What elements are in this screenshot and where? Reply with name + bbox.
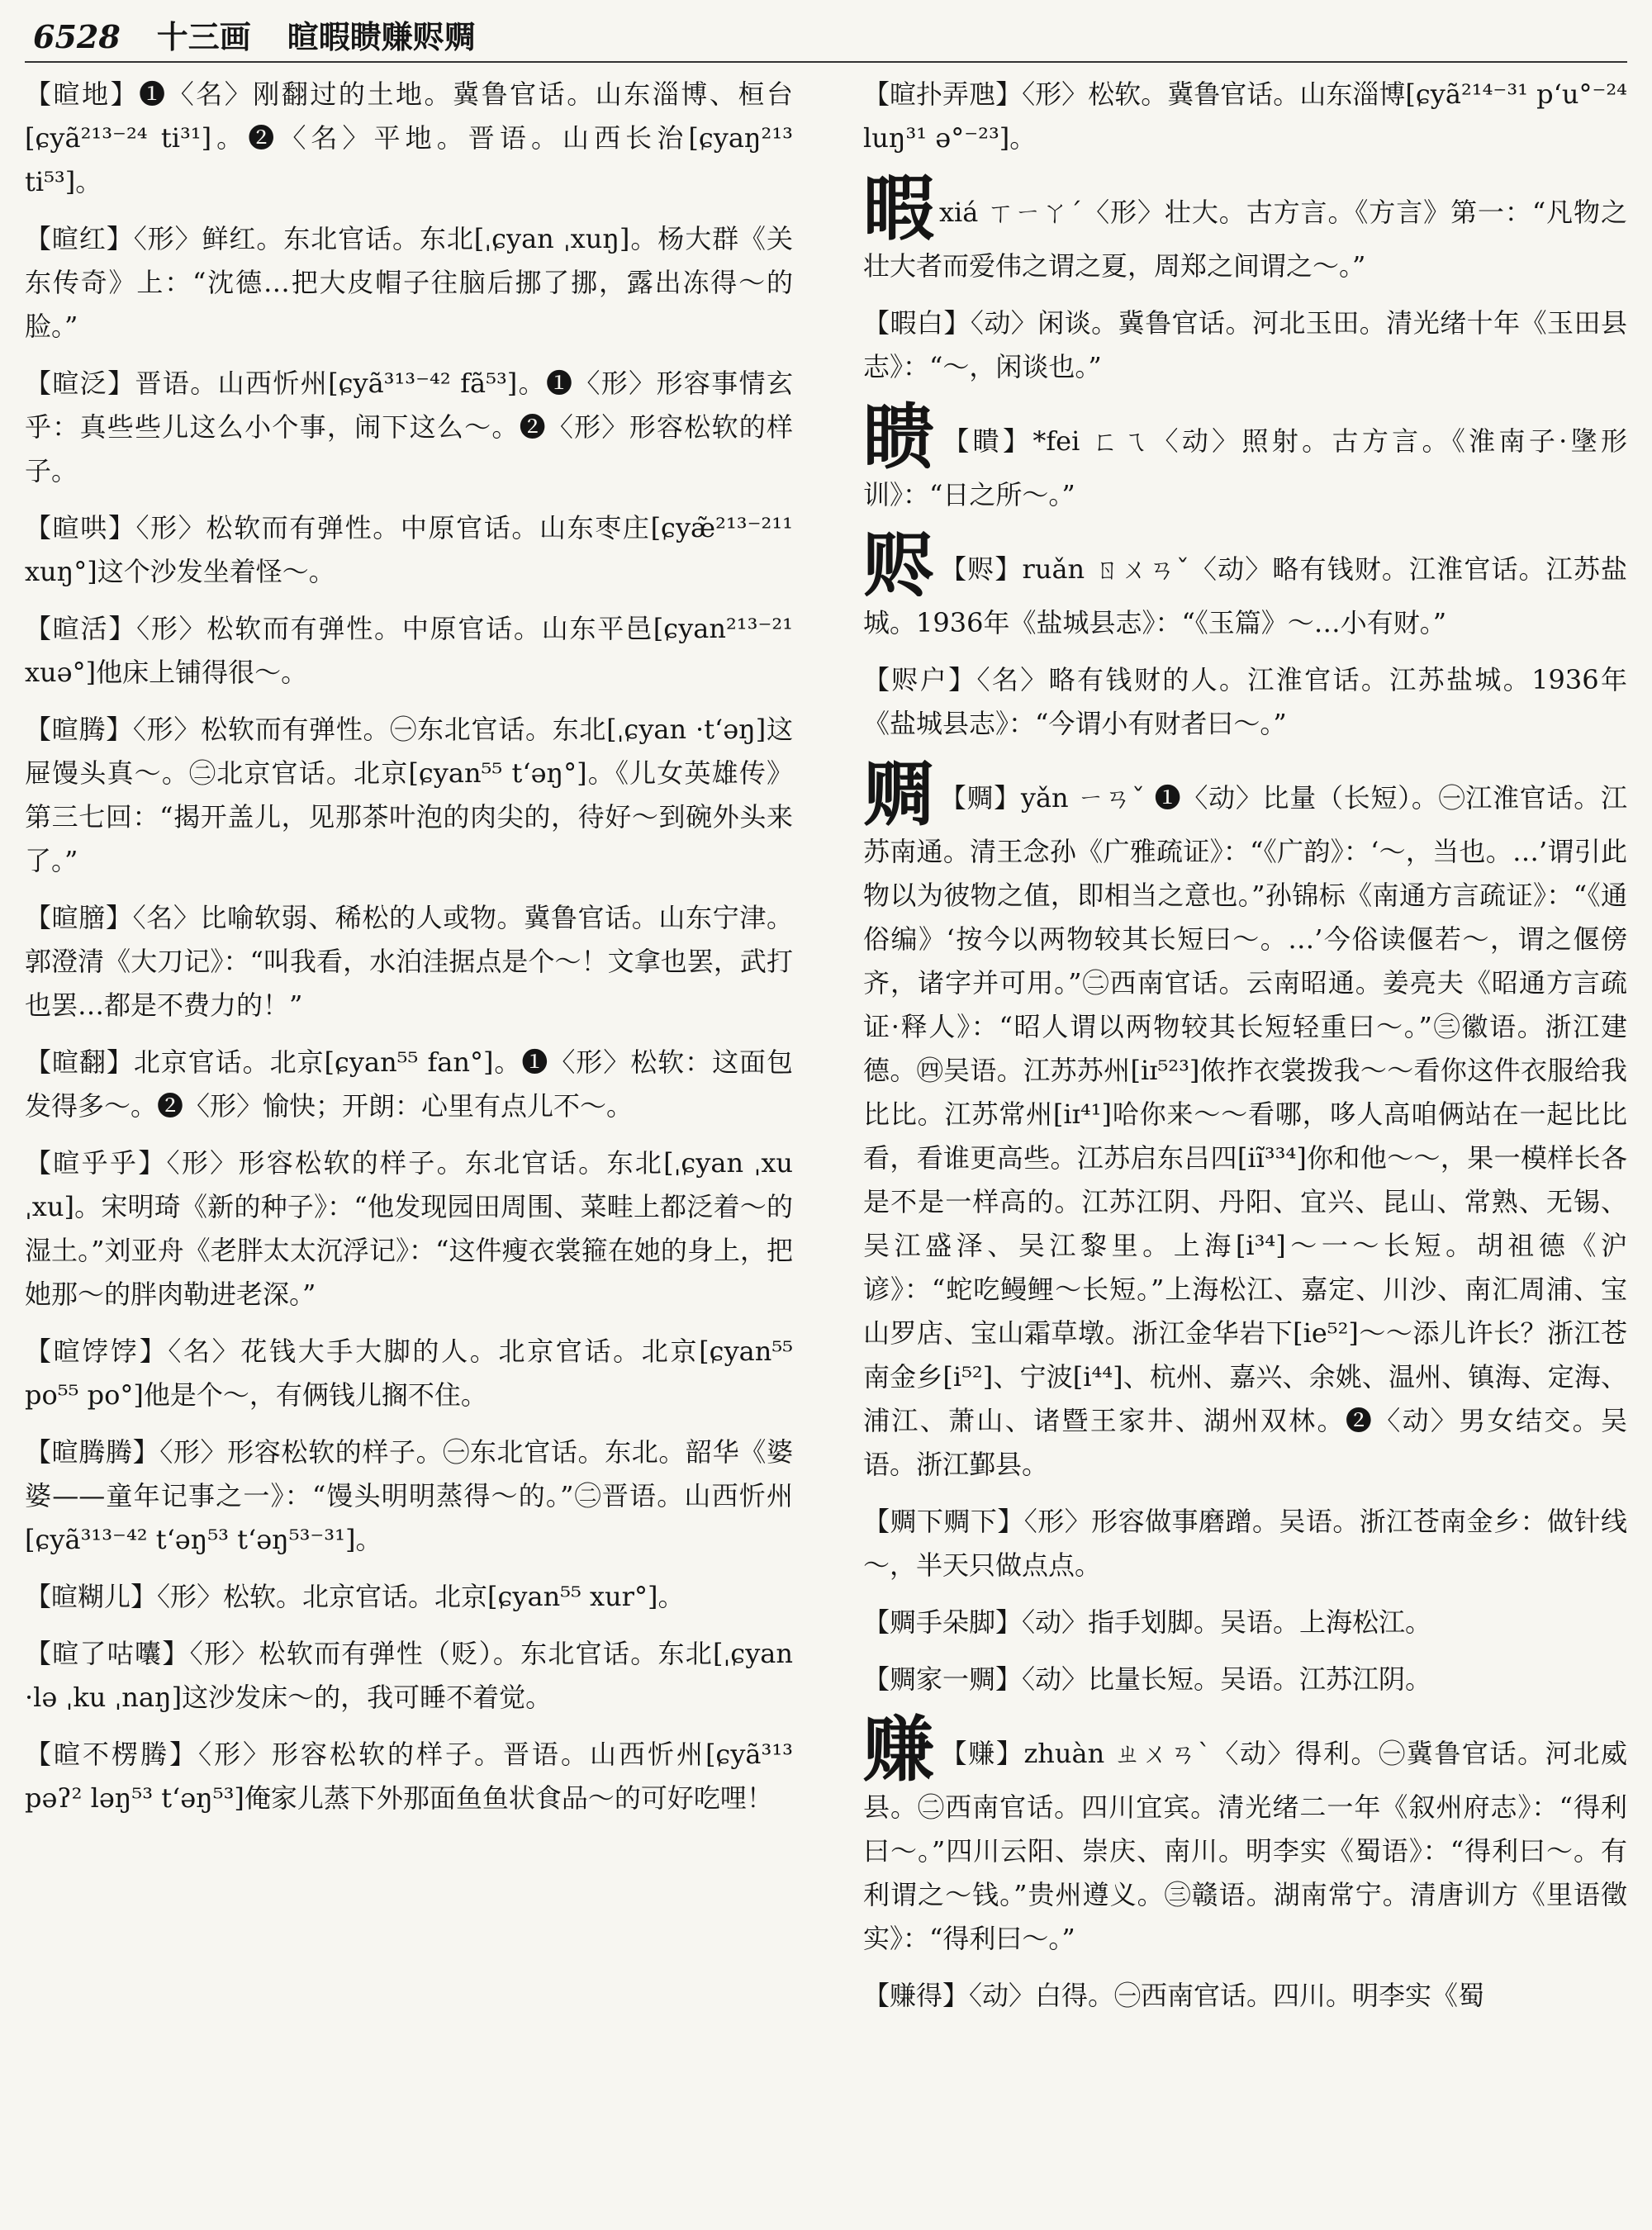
right-column (863, 73, 1627, 2031)
entry-text: 【赒】yǎn ㄧㄢˇ ❶〈动〉比量（长短）。㊀江淮官话。江苏南通。清王念孙《广雅疏证》：“《广韵》：‘～，当也。…’谓引此物以为彼物之值，即相当之意也。”孙锦标《南通方言疏证》：“《通俗编》‘按今以两物较其长短曰～。…’今俗读偃若～，谓之偃傍齐，诸字并可用。”㊁西南官话。云南昭通。姜亮夫《昭通方言疏证·释人》：“昭人谓以两物较其长短轻重曰～。”㊂徽语。浙江建德。㊃吴语。江苏苏州[iɪ⁵²³]侬拃衣裳拨我～～看你这件衣服给我比比。江苏常州[iɪ⁴¹]哈你来～～看哪，哆人高咱俩站在一起比比看，看谁更高些。江苏启东吕四[iĩ³³⁴]你和他～～，果一模样长各是不是一样高的。江苏江阴、丹阳、宜兴、昆山、常熟、无锡、吴江盛泽、吴江黎里。上海[i³⁴]～一～长短。胡祖德《沪谚》：“蛇吃鳗鲤～长短。”上海松江、嘉定、川沙、南汇周浦、宝山罗店、宝山霜草墩。浙江金华岩下[ie⁵²]～～添儿许长？浙江苍南金乡[i⁵²]、宁波[i⁴⁴]、杭州、嘉兴、余姚、温州、镇海、定海、浦江、萧山、诸暨王家井、湖州双林。❷〈动〉男女结交。吴语。浙江鄞县。 (863, 782, 1627, 1480)
entry: 【暄活】〈形〉松软而有弹性。中原官话。山东平邑[ɕyan²¹³⁻²¹ xuə°]他床上铺得很～。 (25, 613, 793, 688)
head-character: 瞆 (863, 396, 934, 479)
page-number: 6528 (33, 18, 121, 55)
entry-text: 【赆】ruǎn ㄖㄨㄢˇ〈动〉略有钱财。江淮官话。江苏盐城。1936年《盐城县志》：“《玉篇》～…小有财。” (863, 553, 1627, 638)
entry: 【暄饽饽】〈名〉花钱大手大脚的人。北京官话。北京[ɕyan⁵⁵ po⁵⁵ po°]他是个～，有俩钱儿搁不住。 (25, 1336, 793, 1411)
entry (863, 658, 1627, 746)
entry: 【暄乎乎】〈形〉形容松软的样子。东北官话。东北[ˌɕyan ˌxu ˌxu]。宋明琦《新的种子》：“他发现园田周围、菜畦上都泛着～的湿土。”刘亚舟《老胖太太沉浮记》：“这件瘦衣裳箍在她的身上，把她那～的胖肉勒进老深。” (25, 1147, 793, 1310)
entry-text: 【赒家一赒】〈动〉比量长短。吴语。江苏江阴。 (863, 1663, 1432, 1695)
entry (863, 73, 1627, 160)
entry (863, 1974, 1627, 2018)
entry (863, 1500, 1627, 1587)
entry: 【暄腾】〈形〉松软而有弹性。㊀东北官话。东北[ˌɕyan ·tʻəŋ]这屉馒头真～。㊁北京官话。北京[ɕyan⁵⁵ tʻəŋ°]。《儿女英雄传》第三七回：“揭开盖儿，见那茶叶泡的肉尖的，待好～到碗外头来了。” (25, 714, 793, 876)
entry: 【暄不楞腾】〈形〉形容松软的样子。晋语。山西忻州[ɕyã³¹³ pəʔ² ləŋ⁵³ tʻəŋ⁵³]俺家儿蒸下外那面鱼鱼状食品～的可好吃哩！ (25, 1739, 793, 1814)
entry (863, 1601, 1627, 1644)
entry: 【暄腾腾】〈形〉形容松软的样子。㊀东北官话。东北。韶华《婆婆——童年记事之一》：“馒头明明蒸得～的。”㊁晋语。山西忻州[ɕyã³¹³⁻⁴² tʻəŋ⁵³ tʻəŋ⁵³⁻³¹]。 (25, 1436, 793, 1555)
head-character: 赚 (863, 1708, 934, 1791)
entry (863, 1658, 1627, 1701)
header-characters: 暄暇瞆赚赆赒 (287, 18, 476, 55)
page-header (33, 12, 1619, 55)
entry-text: 【赒下赒下】〈形〉形容做事磨蹭。吴语。浙江苍南金乡：做针线～，半天只做点点。 (863, 1506, 1627, 1581)
entry: 【暄泛】晋语。山西忻州[ɕyã³¹³⁻⁴² fã⁵³]。❶〈形〉形容事情玄乎：真些些儿这么小个事，闹下这么～。❷〈形〉形容松软的样子。 (25, 368, 793, 486)
entry-text: 【赆户】〈名〉略有钱财的人。江淮官话。江苏盐城。1936年《盐城县志》：“今谓小有财者曰～。” (863, 664, 1627, 739)
left-column (25, 73, 793, 1834)
entry: 【暄红】〈形〉鲜红。东北官话。东北[ˌɕyan ˌxuŋ]。杨大群《关东传奇》上：“沈德…把大皮帽子往脑后挪了挪，露出冻得～的脸。” (25, 223, 793, 342)
entry: 【暄膪】〈名〉比喻软弱、稀松的人或物。冀鲁官话。山东宁津。郭澄清《大刀记》：“叫我看，水泊洼据点是个～！文拿也罢，武打也罢…都是不费力的！” (25, 902, 793, 1021)
head-character: 暇 (863, 167, 934, 250)
head-character: 赒 (863, 752, 934, 836)
entry: 【暄翻】北京官话。北京[ɕyan⁵⁵ fan°]。❶〈形〉松软：这面包发得多～。❷〈形〉愉快；开朗：心里有点儿不～。 (25, 1046, 793, 1122)
entry: 【暄了咕囔】〈形〉松软而有弹性（贬）。东北官话。东北[ˌɕyan ·lə ˌku ˌnaŋ]这沙发床～的，我可睡不着觉。 (25, 1638, 793, 1713)
entry-text: 【赚得】〈动〉白得。㊀西南官话。四川。明李实《蜀 (863, 1980, 1485, 2011)
entry (863, 752, 1627, 1487)
entry-text: 【暄扑弄虺】〈形〉松软。冀鲁官话。山东淄博[ɕyã²¹⁴⁻³¹ pʻu°⁻²⁴ luŋ³¹ ə°⁻²³]。 (863, 78, 1627, 154)
entry (863, 1708, 1627, 1961)
entry (863, 167, 1627, 288)
entry (863, 524, 1627, 645)
stroke-section: 十三画 (156, 18, 251, 55)
entry (863, 396, 1627, 517)
entry-text: 【赒手朵脚】〈动〉指手划脚。吴语。上海松江。 (863, 1606, 1432, 1638)
head-character: 赆 (863, 524, 934, 607)
entry: 【暄糊儿】〈形〉松软。北京官话。北京[ɕyan⁵⁵ xur°]。 (25, 1581, 685, 1612)
entry-text: 【赚】zhuàn ㄓㄨㄢˋ〈动〉得利。㊀冀鲁官话。河北威县。㊁西南官话。四川宜宾。清光绪二一年《叙州府志》：“得利曰～。”四川云阳、崇庆、南川。明李实《蜀语》：“得利曰～。有利谓之～钱。”贵州遵义。㊂赣语。湖南常宁。清唐训方《里语徵实》：“得利曰～。” (863, 1738, 1627, 1954)
header-rule (25, 61, 1627, 63)
entry-text: 【瞶】*fei ㄈㄟ〈动〉照射。古方言。《淮南子·墬形训》：“日之所～。” (863, 425, 1627, 510)
entry: 【暄哄】〈形〉松软而有弹性。中原官话。山东枣庄[ɕyæ̃²¹³⁻²¹¹ xuŋ°]这个沙发坐着怪～。 (25, 512, 793, 587)
entry-text: 【暇白】〈动〉闲谈。冀鲁官话。河北玉田。清光绪十年《玉田县志》：“～，闲谈也。” (863, 307, 1627, 382)
entry (863, 301, 1627, 389)
entry-text: xiá ㄒㄧㄚˊ〈形〉壮大。古方言。《方言》第一：“凡物之壮大者而爱伟之谓之夏，周郑之间谓之～。” (863, 197, 1627, 282)
entry: 【暄地】❶〈名〉刚翻过的土地。冀鲁官话。山东淄博、桓台[ɕyã²¹³⁻²⁴ ti³¹]。❷〈名〉平地。晋语。山西长治[ɕyaŋ²¹³ ti⁵³]。 (25, 78, 793, 197)
